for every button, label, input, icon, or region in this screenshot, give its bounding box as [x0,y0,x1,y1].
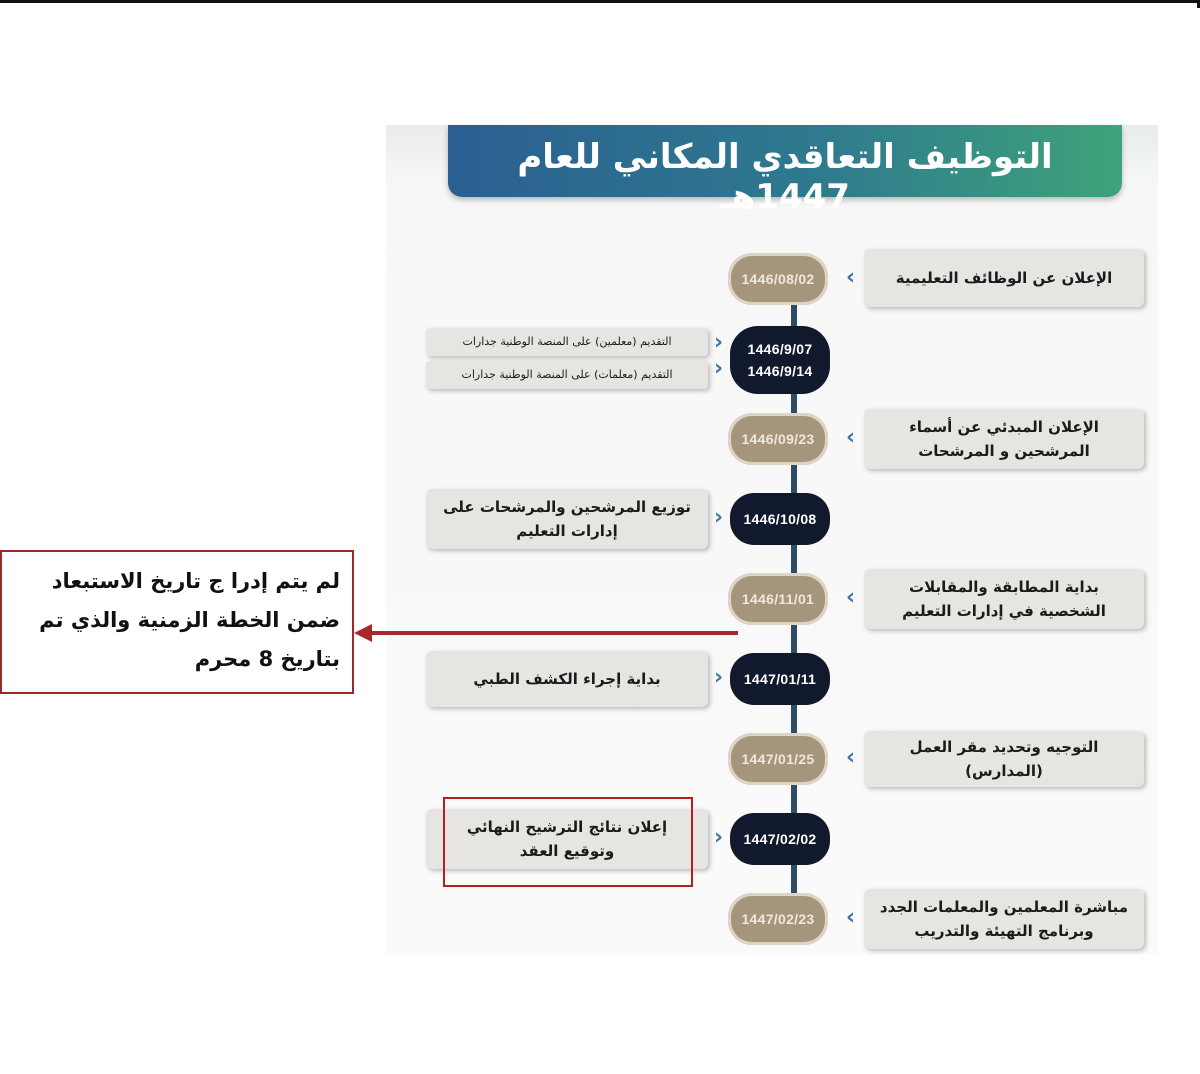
chevron-right-icon: › [714,505,724,530]
annotation-callout [0,550,354,694]
annotation-arrow-line [370,631,738,635]
date-node: 1446/09/23 [728,413,828,465]
step-box: التوجيه وتحديد مقر العمل (المدارس) [864,731,1144,787]
highlight-frame [443,797,693,887]
date-start: 1446/9/07 [747,341,813,357]
chevron-left-icon: ‹ [846,425,856,450]
date-node: 1447/02/02 [730,813,830,865]
date-node: 1447/02/23 [728,893,828,945]
step-box: الإعلان المبدئي عن أسماء المرشحين و المرشحات [864,409,1144,469]
callout-line: بتاريخ 8 محرم [194,647,340,671]
date-node: 1447/01/25 [728,733,828,785]
arrow-head-icon [354,624,372,642]
step-box: الإعلان عن الوظائف التعليمية [864,249,1144,307]
step-box-small: التقديم (معلمين) على المنصة الوطنية جدارات [426,328,708,356]
step-box: توزيع المرشحين والمرشحات على إدارات التعليم [426,489,708,549]
chevron-right-icon: › [714,665,724,690]
date-node: 1446/11/01 [728,573,828,625]
date-node: 1446/08/02 [728,253,828,305]
page-title: التوظيف التعاقدي المكاني للعام 1447هـ [517,137,1053,217]
chevron-right-icon: › [714,330,724,355]
top-border-line [0,0,1200,3]
chevron-left-icon: ‹ [846,265,856,290]
step-box-small: التقديم (معلمات) على المنصة الوطنية جدارات [426,361,708,389]
date-node-double [730,326,830,394]
callout-line: ضمن الخطة الزمنية والذي تم [39,608,340,632]
chevron-left-icon: ‹ [846,585,856,610]
step-box: بداية إجراء الكشف الطبي [426,651,708,707]
chevron-right-icon: › [714,825,724,850]
callout-line: لم يتم إدرا ج تاريخ الاستبعاد [51,569,340,593]
date-node: 1447/01/11 [730,653,830,705]
date-end: 1446/9/14 [747,363,813,379]
chevron-left-icon: ‹ [846,745,856,770]
chevron-right-icon: › [714,356,724,381]
step-box: بداية المطابقة والمقابلات الشخصية في إدارات التعليم [864,569,1144,629]
step-box: مباشرة المعلمين والمعلمات الجدد وبرنامج التهيئة والتدريب [864,889,1144,949]
chevron-left-icon: ‹ [846,905,856,930]
step-box: إعلان نتائج الترشيح النهائي وتوقيع العقد [426,809,708,869]
title-banner [448,125,1122,217]
date-node: 1446/10/08 [730,493,830,545]
